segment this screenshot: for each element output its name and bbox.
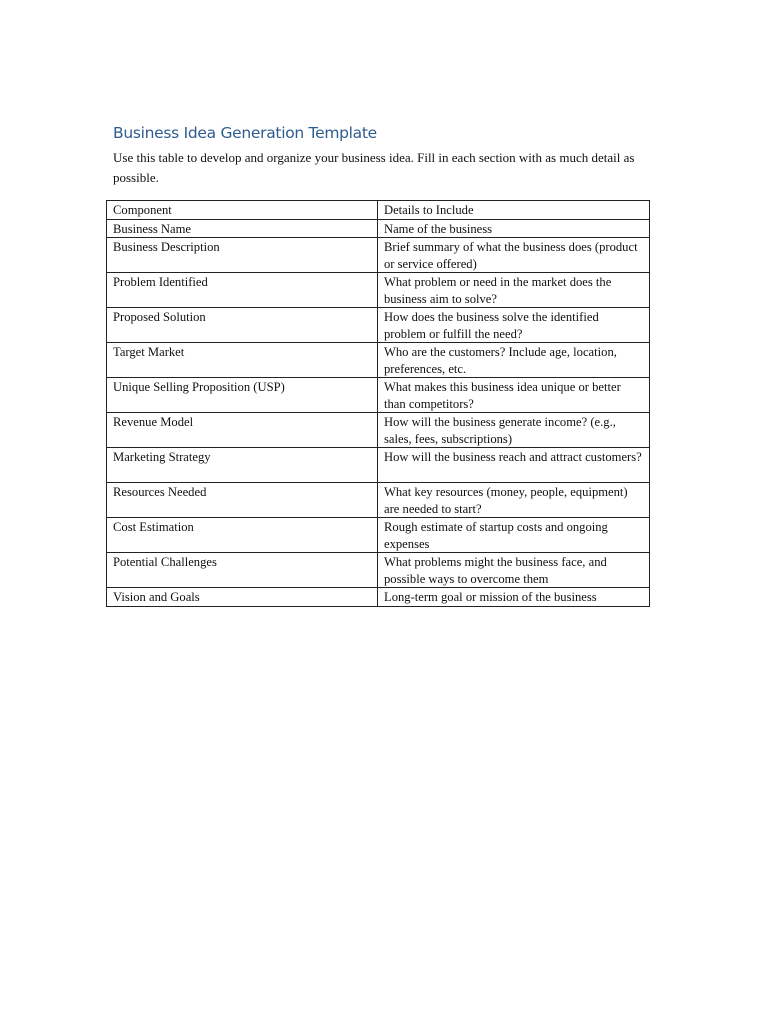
- table-row: [107, 238, 650, 273]
- table-row: [107, 219, 650, 238]
- intro-paragraph: Use this table to develop and organize your business idea. Fill in each section with as much detail as possible.: [113, 150, 635, 185]
- details-cell: Rough estimate of startup costs and ongoing expenses: [378, 518, 650, 553]
- table-header-row: [107, 201, 650, 220]
- table-row: [107, 553, 650, 588]
- component-cell: Business Name: [107, 219, 378, 238]
- table-row: [107, 273, 650, 308]
- details-cell: What problem or need in the market does the business aim to solve?: [378, 273, 650, 308]
- details-cell: Name of the business: [378, 219, 650, 238]
- table-row: [107, 518, 650, 553]
- component-cell: Business Description: [107, 238, 378, 273]
- component-cell: Cost Estimation: [107, 518, 378, 553]
- details-cell: What problems might the business face, and possible ways to overcome them: [378, 553, 650, 588]
- table-row: [107, 378, 650, 413]
- component-cell: Resources Needed: [107, 483, 378, 518]
- details-cell: How will the business generate income? (e.g., sales, fees, subscriptions): [378, 413, 650, 448]
- details-cell: How will the business reach and attract customers?: [378, 448, 650, 483]
- component-cell: Problem Identified: [107, 273, 378, 308]
- table-row: [107, 308, 650, 343]
- component-cell: Vision and Goals: [107, 588, 378, 607]
- component-cell: Unique Selling Proposition (USP): [107, 378, 378, 413]
- table-row: [107, 483, 650, 518]
- component-cell: Target Market: [107, 343, 378, 378]
- component-cell: Marketing Strategy: [107, 448, 378, 483]
- details-cell: Brief summary of what the business does (product or service offered): [378, 238, 650, 273]
- component-cell: Proposed Solution: [107, 308, 378, 343]
- table-row: [107, 588, 650, 607]
- details-cell: Who are the customers? Include age, location, preferences, etc.: [378, 343, 650, 378]
- details-cell: How does the business solve the identified problem or fulfill the need?: [378, 308, 650, 343]
- table-header-cell: Details to Include: [378, 201, 650, 220]
- details-cell: What makes this business idea unique or better than competitors?: [378, 378, 650, 413]
- details-cell: What key resources (money, people, equipment) are needed to start?: [378, 483, 650, 518]
- details-cell: Long-term goal or mission of the business: [378, 588, 650, 607]
- table-row: [107, 448, 650, 483]
- template-table: [106, 200, 650, 607]
- table-row: [107, 413, 650, 448]
- table-header-cell: Component: [107, 201, 378, 220]
- component-cell: Potential Challenges: [107, 553, 378, 588]
- component-cell: Revenue Model: [107, 413, 378, 448]
- table-row: [107, 343, 650, 378]
- document-title: Business Idea Generation Template: [113, 124, 377, 142]
